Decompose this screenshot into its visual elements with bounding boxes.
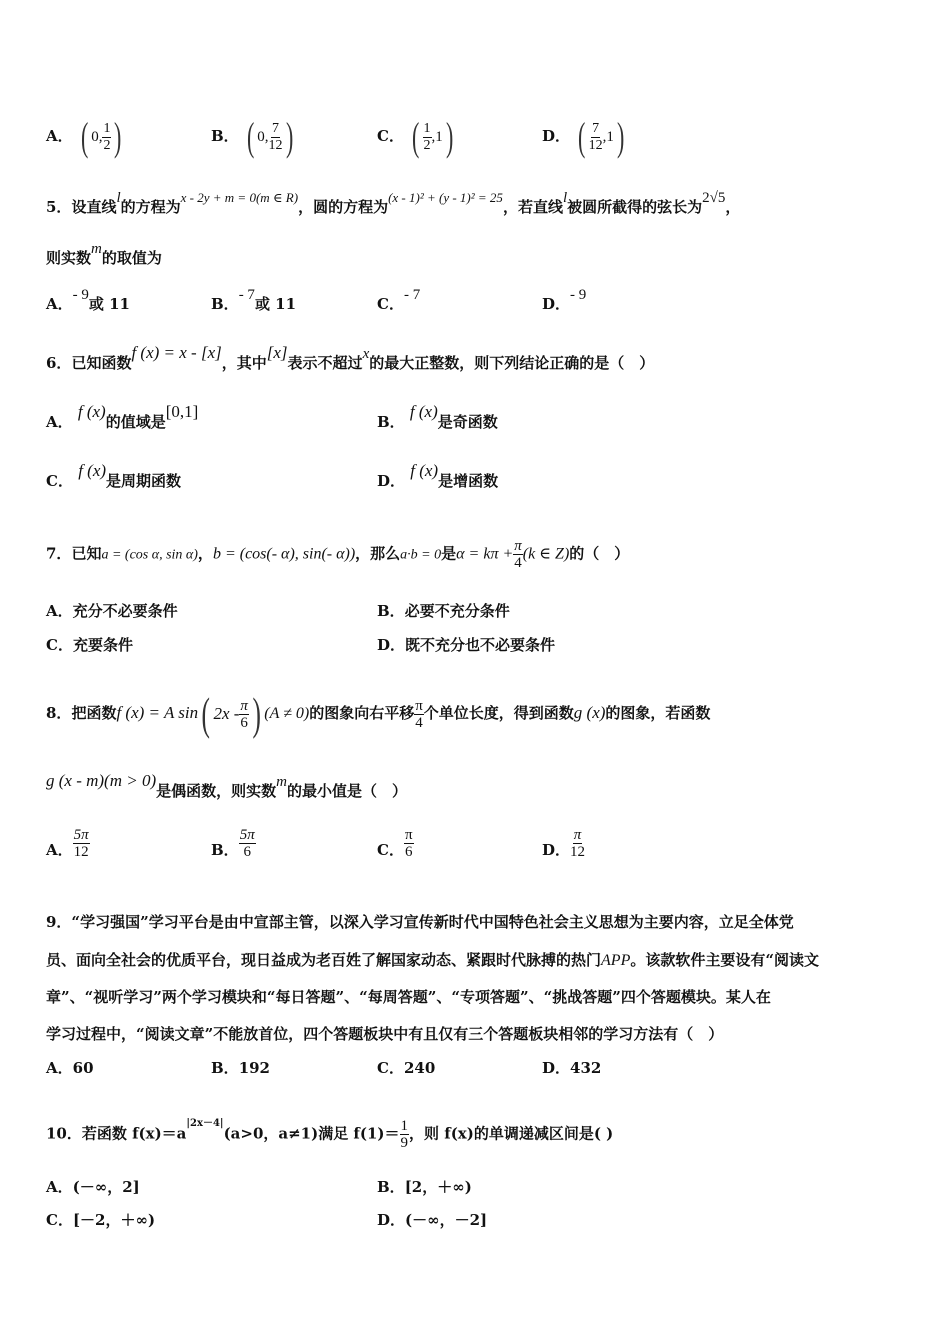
denominator: 2 — [103, 137, 111, 153]
function-def: f (x) = A sin — [116, 703, 199, 722]
q9-stem-line1: 9．“学习强国”学习平台是由中宣部主管，以深入学习宣传新时代中国特色社会主义思想为主要内容，立足全体党 — [46, 913, 794, 931]
q7-stem — [46, 538, 629, 571]
option-label: B． — [211, 841, 239, 859]
option-text: 充要条件 — [72, 636, 133, 654]
numerator: π — [415, 697, 423, 714]
question-number: 7． — [46, 544, 72, 563]
exponent: |2x－4| — [186, 1118, 224, 1129]
option-label: D． — [542, 127, 571, 145]
stem-text: ，若直线 — [502, 198, 563, 216]
q9-option-a[interactable] — [46, 1058, 94, 1078]
q10-stem — [46, 1118, 613, 1151]
vector-a: a = (cos α, sin α) — [101, 547, 198, 563]
range-interval: [0,1] — [165, 402, 199, 421]
option-label: C． — [377, 295, 404, 313]
numerator: π — [514, 538, 522, 554]
stem-text: ，其中 — [221, 354, 267, 372]
stem-text: 的（ ） — [569, 544, 630, 563]
option-label: C． — [46, 472, 73, 490]
interval — [575, 114, 627, 159]
right-paren: ) — [616, 114, 625, 159]
q6-option-b[interactable] — [377, 402, 498, 432]
q5-option-a[interactable] — [46, 287, 130, 315]
numerator: 7 — [272, 120, 279, 136]
stem-text: (a>0，a≠1)满足 f(1)＝ — [223, 1124, 400, 1143]
chord-length: 2√5 — [702, 190, 726, 206]
option-math: - 9 — [72, 287, 89, 303]
option-text: 既不充分也不必要条件 — [405, 636, 556, 654]
fraction — [269, 121, 283, 154]
option-text: 或 11 — [88, 295, 130, 313]
option-label: D． — [377, 636, 406, 654]
q9-stem-line3: 章”、“视听学习”两个学习模块和“每日答题”、“每周答题”、“专项答题”、“挑战答题”四个答题模块。某人在 — [46, 988, 771, 1006]
numerator: 1 — [423, 120, 431, 136]
dot-product: a·b = 0 — [400, 547, 442, 563]
function-cond: (A ≠ 0) — [264, 705, 310, 722]
q4-option-b[interactable] — [211, 114, 296, 159]
numerator: 5π — [239, 826, 255, 843]
circle-equation: (x - 1)² + (y - 1)² = 25 — [388, 190, 503, 205]
stem-text: 的最小值是（ ） — [287, 782, 408, 800]
denominator: 6 — [240, 714, 248, 731]
option-text: [－2，＋∞) — [72, 1211, 156, 1229]
math-var: l — [116, 190, 121, 206]
option-text: 是奇函数 — [437, 413, 498, 431]
q5-option-d[interactable] — [542, 287, 587, 315]
stem-text: 已知 — [71, 544, 102, 563]
option-text: 的值域是 — [105, 413, 166, 431]
q5-option-b[interactable] — [211, 287, 297, 315]
option-math: f (x) — [78, 461, 107, 480]
interval-pre: 0, — [91, 129, 103, 145]
fraction — [423, 121, 432, 154]
interval — [409, 114, 456, 159]
stem-text: 把函数 — [71, 704, 117, 722]
q10-option-d[interactable] — [377, 1210, 487, 1230]
floor-notation: [x] — [266, 343, 288, 362]
option-label: D． — [377, 1211, 406, 1229]
denominator: 6 — [404, 843, 413, 860]
math-var: m — [91, 241, 102, 257]
stem-text: 的图象向右平移 — [309, 704, 415, 722]
option-text: (－∞，2] — [72, 1178, 140, 1196]
q10-option-c[interactable] — [46, 1210, 155, 1230]
option-label: B． — [377, 1178, 405, 1196]
denominator: 12 — [268, 137, 283, 153]
option-label: A． — [46, 295, 73, 313]
option-label: A． — [46, 413, 73, 431]
option-text: 192 — [238, 1059, 270, 1077]
denominator: 6 — [243, 843, 251, 860]
math-var: l — [562, 190, 568, 206]
stem-text: 被圆所截得的弦长为 — [567, 198, 703, 216]
q6-option-d[interactable] — [377, 461, 499, 491]
q8-stem-line2 — [46, 771, 408, 802]
option-label: A． — [46, 127, 73, 145]
q5-stem-line2 — [46, 241, 162, 269]
stem-text: 的图象，若函数 — [605, 704, 711, 722]
left-paren: ( — [201, 688, 211, 739]
q9-stem-line2 — [46, 950, 819, 971]
q7-option-a[interactable] — [46, 601, 178, 621]
function-g-shift: g (x - m)(m > 0) — [46, 771, 157, 790]
left-paren: ( — [246, 114, 255, 159]
left-paren: ( — [412, 114, 420, 159]
stem-text: 设直线 — [71, 198, 117, 216]
stem-text: 的方程为 — [120, 198, 181, 216]
numerator: 5π — [73, 826, 89, 843]
stem-text: ，圆的方程为 — [298, 198, 389, 216]
option-label: D． — [542, 295, 571, 313]
option-label: D． — [542, 841, 571, 859]
fraction — [73, 827, 90, 860]
stem-text: ， — [197, 544, 213, 563]
right-paren: ) — [445, 114, 454, 159]
option-text: 240 — [403, 1059, 436, 1077]
q9-option-c[interactable] — [377, 1058, 435, 1078]
vector-b: b = (cos(- α), sin(- α)) — [212, 545, 356, 563]
denominator: 9 — [400, 1135, 409, 1151]
function-def: f (x) = x - [x] — [131, 343, 222, 362]
question-number: 6． — [46, 354, 72, 372]
stem-text: 的取值为 — [101, 249, 162, 267]
question-number: 8． — [46, 704, 72, 722]
q6-option-c[interactable] — [46, 461, 182, 491]
option-label: C． — [377, 1059, 404, 1077]
math-var: m — [276, 774, 287, 790]
math-var: x — [362, 346, 370, 362]
fraction — [414, 698, 424, 731]
numerator: π — [240, 697, 248, 714]
q10-option-b[interactable] — [377, 1177, 472, 1197]
option-label: B． — [377, 602, 405, 620]
interval — [78, 114, 125, 159]
option-text: 或 11 — [254, 295, 297, 313]
option-label: B． — [211, 295, 239, 313]
fraction — [589, 121, 603, 154]
stem-text: 个单位长度，得到函数 — [423, 704, 574, 722]
stem-text: ，则 f(x)的单调递减区间是( ) — [409, 1124, 614, 1143]
option-math: f (x) — [409, 402, 438, 421]
q4-option-a[interactable] — [46, 114, 125, 159]
option-text: (－∞，－2] — [405, 1211, 488, 1229]
paren-group — [198, 688, 264, 739]
option-label: A． — [46, 602, 73, 620]
numerator: 7 — [592, 120, 600, 136]
option-text: [2，＋∞) — [404, 1178, 472, 1196]
q8-option-d[interactable] — [542, 826, 586, 860]
q4-option-c[interactable] — [377, 114, 456, 159]
q5-option-c[interactable] — [377, 287, 421, 315]
stem-text: 则实数 — [46, 249, 92, 267]
condition-expr: (k ∈ Z) — [522, 545, 570, 563]
right-paren: ) — [252, 688, 261, 739]
option-text: 60 — [72, 1059, 94, 1077]
q9-option-d[interactable] — [542, 1058, 601, 1078]
line-equation: x - 2y + m = 0(m ∈ R) — [180, 190, 299, 205]
option-math: - 7 — [403, 287, 421, 303]
option-text: 是周期函数 — [106, 472, 182, 490]
option-math: f (x) — [410, 461, 439, 480]
stem-text: 。该款软件主要设有“阅读文 — [630, 951, 819, 969]
numerator: 1 — [103, 120, 111, 136]
right-paren: ) — [114, 114, 122, 159]
q6-stem — [46, 343, 655, 374]
fraction — [239, 698, 249, 731]
left-paren: ( — [578, 114, 586, 159]
stem-text: 员、面向全社会的优质平台，现日益成为老百姓了解国家动态、紧跟时代脉搏的热门 — [46, 951, 602, 969]
option-label: B． — [211, 1059, 239, 1077]
option-label: C． — [46, 636, 73, 654]
option-text: 是增函数 — [438, 472, 499, 490]
stem-text: ，那么 — [355, 544, 401, 563]
fraction — [404, 827, 414, 860]
app-label: APP — [601, 952, 631, 969]
q9-option-b[interactable] — [211, 1058, 270, 1078]
stem-text: ， — [725, 198, 741, 216]
right-paren: ) — [285, 114, 293, 159]
option-label: B． — [211, 127, 239, 145]
option-label: D． — [377, 472, 406, 490]
stem-text: 是偶函数，则实数 — [156, 782, 277, 800]
function-g: g (x) — [573, 703, 606, 722]
q5-stem-line1 — [46, 190, 741, 218]
q6-option-a[interactable] — [46, 402, 199, 432]
option-text: 432 — [570, 1059, 602, 1077]
option-label: D． — [542, 1059, 571, 1077]
q10-option-a[interactable] — [46, 1177, 140, 1197]
interval — [244, 114, 296, 159]
fraction — [400, 1118, 410, 1151]
q8-stem-line1 — [46, 688, 711, 739]
denominator: 12 — [73, 843, 89, 860]
option-label: A． — [46, 1178, 73, 1196]
option-math: f (x) — [77, 402, 106, 421]
option-text: 充分不必要条件 — [72, 602, 178, 620]
numerator: π — [573, 826, 582, 843]
denominator: 4 — [415, 714, 423, 731]
q8-option-c[interactable] — [377, 826, 414, 860]
q7-option-b[interactable] — [377, 601, 510, 621]
question-number: 5． — [46, 198, 72, 216]
stem-text: 是 — [441, 544, 457, 563]
option-text: 必要不充分条件 — [404, 602, 510, 620]
stem-text: 表示不超过 — [287, 354, 363, 372]
option-label: A． — [46, 1059, 73, 1077]
interval-pre: 0, — [257, 129, 269, 145]
option-label: C． — [377, 841, 404, 859]
fraction — [239, 827, 256, 860]
fraction — [513, 538, 523, 571]
fraction — [102, 121, 111, 154]
option-label: C． — [46, 1211, 73, 1229]
left-paren: ( — [80, 114, 89, 159]
stem-text: 的最大正整数，则下列结论正确的是（ ） — [369, 354, 655, 372]
denominator: 12 — [588, 137, 603, 153]
condition-expr: α = kπ + — [456, 545, 514, 563]
denominator: 4 — [514, 555, 522, 571]
interval-post: ,1 — [602, 129, 614, 145]
stem-text: 10．若函数 f(x)＝a — [46, 1124, 187, 1143]
interval-post: ,1 — [431, 129, 443, 145]
numerator: 1 — [400, 1118, 409, 1134]
fraction — [570, 827, 585, 860]
function-arg: 2x - — [213, 704, 240, 723]
denominator: 12 — [570, 843, 586, 860]
q7-option-d[interactable] — [377, 635, 555, 655]
option-label: B． — [377, 413, 405, 431]
q4-option-d[interactable] — [542, 114, 627, 159]
option-math: - 7 — [238, 287, 255, 303]
option-label: C． — [377, 127, 404, 145]
q7-option-c[interactable] — [46, 635, 133, 655]
option-label: A． — [46, 841, 73, 859]
denominator: 2 — [423, 137, 431, 153]
stem-text: 已知函数 — [71, 354, 132, 372]
option-math: - 9 — [570, 287, 587, 303]
numerator: π — [404, 826, 413, 843]
q9-stem-line4: 学习过程中，“阅读文章”不能放首位，四个答题板块中有且仅有三个答题板块相邻的学习方法有（ ） — [46, 1025, 724, 1043]
